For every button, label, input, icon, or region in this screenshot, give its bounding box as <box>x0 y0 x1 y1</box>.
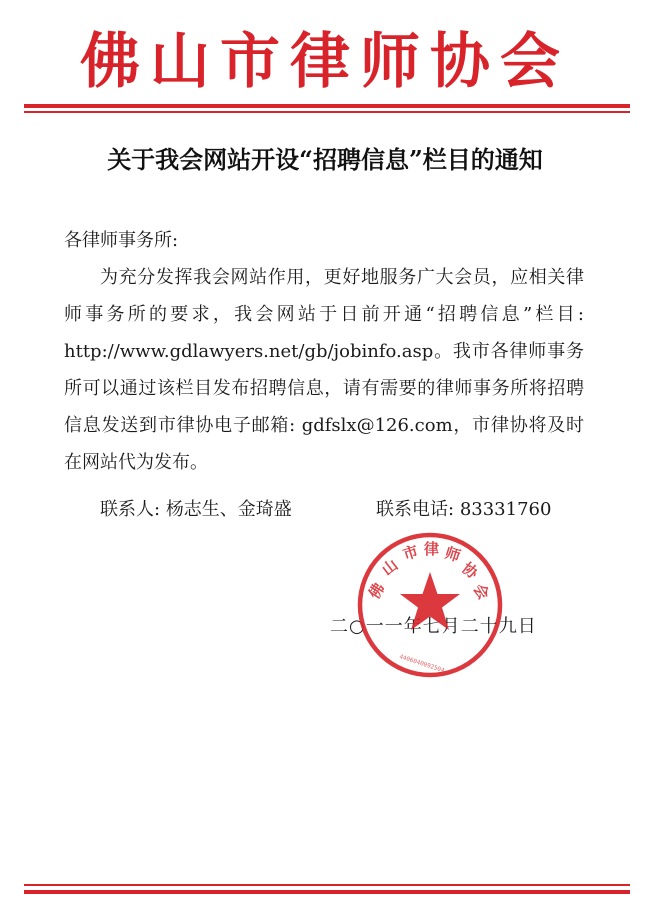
notice-salutation: 各律师事务所: <box>64 230 179 251</box>
contact-person <box>100 495 292 521</box>
contact-person-label: 联系人: <box>100 499 161 520</box>
svg-text:协: 协 <box>458 558 482 583</box>
contact-phone <box>376 495 551 521</box>
letterhead-org-name: 佛山市律师协会 <box>80 27 570 97</box>
seal-star-icon <box>400 572 460 630</box>
notice-title: 关于我会网站开设“招聘信息”栏目的通知 <box>107 145 543 174</box>
svg-text:4406040092504: 4406040092504 <box>398 653 446 675</box>
footer-rule-thin <box>24 884 630 886</box>
notice-date: 二○一一年七月二十九日 <box>330 616 537 637</box>
letterhead-rule-thin <box>24 111 630 113</box>
svg-text:市: 市 <box>400 542 421 564</box>
contact-phone-number: 83331760 <box>459 499 552 520</box>
letterhead-rule-thick <box>24 104 630 108</box>
official-seal <box>355 530 505 680</box>
svg-text:师: 师 <box>442 543 463 566</box>
notice-body-paragraph: 为充分发挥我会网站作用，更好地服务广大会员，应相关律师事务所的要求，我会网站于日前开通“招聘信息”栏目: http://www.gdlawyers.net/gb/jobinfo.asp。我市各律师事务所可以通过该栏目发布招聘信息，请有需要的律师事务所将招聘信息发送到市律协电子邮箱: gdfslx@126.com，市律协将及时在网站代为发布。 <box>64 267 584 473</box>
svg-text:律: 律 <box>424 540 440 558</box>
svg-text:山: 山 <box>378 555 402 580</box>
footer-rule-thick <box>24 890 630 894</box>
svg-text:佛: 佛 <box>365 579 389 603</box>
contact-person-names: 杨志生、金琦盛 <box>165 499 292 520</box>
svg-text:会: 会 <box>469 580 493 603</box>
contact-phone-label: 联系电话: <box>376 499 455 520</box>
